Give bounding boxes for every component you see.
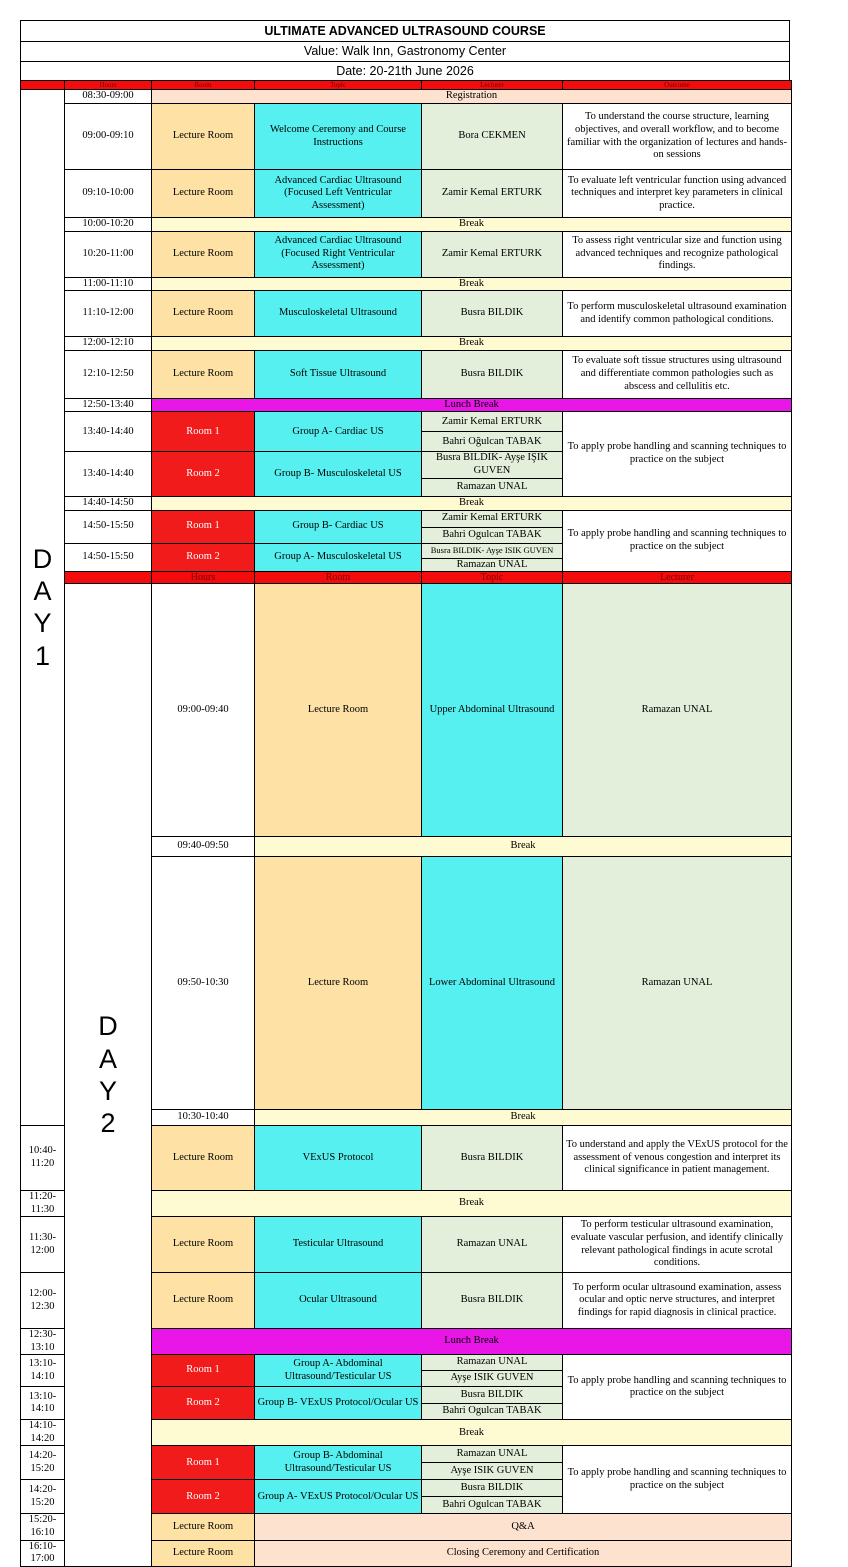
topic-cell: Upper Abdominal Ultrasound xyxy=(422,584,563,837)
lecturer-cell: Bahri Ogulcan TABAK xyxy=(422,1497,563,1514)
topic-cell: Group B- Abdominal Ultrasound/Testicular US xyxy=(255,1446,422,1480)
header-lecturer: Lecturer xyxy=(422,81,563,90)
header-room: Room xyxy=(255,572,422,584)
time-cell: 12:30-13:10 xyxy=(21,1329,65,1355)
room-cell: Lecture Room xyxy=(152,1125,255,1190)
time-cell: 10:20-11:00 xyxy=(65,231,152,277)
topic-cell: Musculoskeletal Ultrasound xyxy=(255,291,422,337)
table-row xyxy=(21,218,792,232)
lecturer-cell: Ramazan UNAL xyxy=(422,1446,563,1463)
day2-label: D A Y 2 xyxy=(65,584,152,1567)
time-cell: 15:20-16:10 xyxy=(21,1514,65,1540)
time-cell: 12:50-13:40 xyxy=(65,398,152,412)
header-room: Room xyxy=(152,81,255,90)
time-cell: 09:00-09:10 xyxy=(65,104,152,170)
header-blank xyxy=(65,572,152,584)
time-cell: 12:00-12:10 xyxy=(65,337,152,351)
room-cell: Lecture Room xyxy=(152,1217,255,1273)
topic-cell: Lower Abdominal Ultrasound xyxy=(422,857,563,1110)
lecturer-cell: Ramazan UNAL xyxy=(563,584,792,837)
qa-cell: Q&A xyxy=(255,1514,792,1540)
course-title: ULTIMATE ADVANCED ULTRASOUND COURSE xyxy=(20,20,790,41)
outcome-cell: To evaluate left ventricular function using advanced techniques and interpret key parameters in clinical practice. xyxy=(563,170,792,218)
time-cell: 09:10-10:00 xyxy=(65,170,152,218)
room-cell: Room 1 xyxy=(152,510,255,543)
lecturer-cell: Bora CEKMEN xyxy=(422,104,563,170)
time-cell: 14:20-15:20 xyxy=(21,1446,65,1480)
time-cell: 13:10-14:10 xyxy=(21,1355,65,1387)
room-cell: Room 2 xyxy=(152,543,255,572)
room-cell: Lecture Room xyxy=(152,170,255,218)
break-cell: Break xyxy=(152,277,792,291)
time-cell: 11:30-12:00 xyxy=(21,1217,65,1273)
lecturer-cell: Ramazan UNAL xyxy=(422,558,563,572)
lunch-cell: Lunch Break xyxy=(152,398,792,412)
header-blank xyxy=(21,81,65,90)
time-cell: 14:50-15:50 xyxy=(65,543,152,572)
lecturer-cell: Ramazan UNAL xyxy=(563,857,792,1110)
topic-cell: Advanced Cardiac Ultrasound (Focused Right Ventricular Assessment) xyxy=(255,231,422,277)
time-cell: 14:50-15:50 xyxy=(65,510,152,543)
lecturer-cell: Zamir Kemal ERTURK xyxy=(422,510,563,527)
time-cell: 11:10-12:00 xyxy=(65,291,152,337)
lecturer-cell: Busra BILDIK- Ayşe ISIK GUVEN xyxy=(422,543,563,558)
lecturer-cell: Zamir Kemal ERTURK xyxy=(422,170,563,218)
table-row xyxy=(21,170,792,218)
lecturer-cell: Busra BILDIK xyxy=(422,1125,563,1190)
topic-cell: Group A- Abdominal Ultrasound/Testicular US xyxy=(255,1355,422,1387)
time-cell: 12:10-12:50 xyxy=(65,350,152,398)
topic-cell: VExUS Protocol xyxy=(255,1125,422,1190)
registration-cell: Registration xyxy=(152,90,792,104)
outcome-cell: To understand and apply the VExUS protocol for the assessment of venous congestion and interpret its clinical significance in patient management. xyxy=(563,1125,792,1190)
lecturer-cell: Ramazan UNAL xyxy=(422,478,563,496)
table-row xyxy=(21,412,792,432)
lecturer-cell: Busra BILDIK xyxy=(422,350,563,398)
table-row xyxy=(21,350,792,398)
topic-cell: Group B- Cardiac US xyxy=(255,510,422,543)
lecturer-cell: Ayşe ISIK GUVEN xyxy=(422,1463,563,1480)
topic-cell: Group A- VExUS Protocol/Ocular US xyxy=(255,1480,422,1514)
schedule-table xyxy=(20,80,792,1567)
time-cell: 10:30-10:40 xyxy=(152,1109,255,1125)
lecturer-cell: Bahri Ogulcan TABAK xyxy=(422,1404,563,1420)
time-cell: 16:10-17:00 xyxy=(21,1540,65,1566)
venue-line: Value: Walk Inn, Gastronomy Center xyxy=(20,41,790,61)
lecturer-cell: Bahri Oğulcan TABAK xyxy=(422,432,563,452)
lecturer-cell: Busra BILDIK- Ayşe IŞIK GUVEN xyxy=(422,452,563,478)
lecturer-cell: Busra BILDIK xyxy=(422,1387,563,1404)
schedule-document xyxy=(20,20,790,1567)
topic-cell: Welcome Ceremony and Course Instructions xyxy=(255,104,422,170)
date-line: Date: 20-21th June 2026 xyxy=(20,61,790,80)
topic-cell: Group A- Cardiac US xyxy=(255,412,422,452)
table-row xyxy=(21,398,792,412)
time-cell: 11:20-11:30 xyxy=(21,1190,65,1216)
table-row xyxy=(21,104,792,170)
header-topic: Topic xyxy=(422,572,563,584)
lecturer-cell: Busra BILDIK xyxy=(422,1480,563,1497)
break-cell: Break xyxy=(152,337,792,351)
room-cell: Lecture Room xyxy=(152,1273,255,1329)
topic-cell: Ocular Ultrasound xyxy=(255,1273,422,1329)
header-hours: Hours xyxy=(65,81,152,90)
day2-header-row xyxy=(21,572,792,584)
time-cell: 14:40-14:50 xyxy=(65,496,152,510)
table-row xyxy=(21,510,792,527)
room-cell: Room 1 xyxy=(152,1446,255,1480)
break-cell: Break xyxy=(152,1420,792,1446)
lecturer-cell: Zamir Kemal ERTURK xyxy=(422,412,563,432)
time-cell: 13:40-14:40 xyxy=(65,452,152,496)
outcome-cell: To apply probe handling and scanning techniques to practice on the subject xyxy=(563,412,792,496)
topic-cell: Testicular Ultrasound xyxy=(255,1217,422,1273)
header-hours: Hours xyxy=(152,572,255,584)
room-cell: Room 1 xyxy=(152,1355,255,1387)
table-row xyxy=(21,291,792,337)
outcome-cell: To perform testicular ultrasound examination, evaluate vascular perfusion, and identify clinically relevant pathological findings in acute scrotal conditions. xyxy=(563,1217,792,1273)
day1-label: D A Y 1 xyxy=(21,90,65,1126)
outcome-cell: To apply probe handling and scanning techniques to practice on the subject xyxy=(563,1355,792,1420)
room-cell: Room 2 xyxy=(152,452,255,496)
room-cell: Lecture Room xyxy=(152,104,255,170)
time-cell: 13:10-14:10 xyxy=(21,1387,65,1420)
room-cell: Lecture Room xyxy=(152,1540,255,1566)
outcome-cell: To perform ocular ultrasound examination, assess ocular and optic nerve structures, and interpret findings for rapid diagnosis in clinical practice. xyxy=(563,1273,792,1329)
room-cell: Room 2 xyxy=(152,1480,255,1514)
time-cell: 10:00-10:20 xyxy=(65,218,152,232)
room-cell: Lecture Room xyxy=(152,231,255,277)
time-cell: 13:40-14:40 xyxy=(65,412,152,452)
outcome-cell: To perform musculoskeletal ultrasound examination and identify common pathological conditions. xyxy=(563,291,792,337)
break-cell: Break xyxy=(255,1109,792,1125)
topic-cell: Group A- Musculoskeletal US xyxy=(255,543,422,572)
break-cell: Break xyxy=(152,496,792,510)
closing-cell: Closing Ceremony and Certification xyxy=(255,1540,792,1566)
room-cell: Room 1 xyxy=(152,412,255,452)
outcome-cell: To apply probe handling and scanning techniques to practice on the subject xyxy=(563,510,792,572)
lecturer-cell: Busra BILDIK xyxy=(422,1273,563,1329)
topic-cell: Group B- VExUS Protocol/Ocular US xyxy=(255,1387,422,1420)
lecturer-cell: Ramazan UNAL xyxy=(422,1355,563,1371)
lunch-cell: Lunch Break xyxy=(152,1329,792,1355)
header-lecturer: Lecturer xyxy=(563,572,792,584)
room-cell: Room 2 xyxy=(152,1387,255,1420)
lecturer-cell: Ayşe ISIK GUVEN xyxy=(422,1371,563,1387)
header-outcome: Outcome xyxy=(563,81,792,90)
time-cell: 11:00-11:10 xyxy=(65,277,152,291)
lecturer-cell: Bahri Ogulcan TABAK xyxy=(422,527,563,543)
time-cell: 10:40-11:20 xyxy=(21,1125,65,1190)
table-row xyxy=(21,337,792,351)
break-cell: Break xyxy=(255,837,792,857)
lecturer-cell: Zamir Kemal ERTURK xyxy=(422,231,563,277)
table-row xyxy=(21,231,792,277)
outcome-cell: To apply probe handling and scanning techniques to practice on the subject xyxy=(563,1446,792,1514)
header-topic: Topic xyxy=(255,81,422,90)
room-cell: Lecture Room xyxy=(152,350,255,398)
time-cell: 09:00-09:40 xyxy=(152,584,255,837)
break-cell: Break xyxy=(152,218,792,232)
time-cell: 14:20-15:20 xyxy=(21,1480,65,1514)
outcome-cell: To evaluate soft tissue structures using ultrasound and differentiate common pathologies such as abscess and cellulitis etc. xyxy=(563,350,792,398)
topic-cell: Advanced Cardiac Ultrasound (Focused Left Ventricular Assessment) xyxy=(255,170,422,218)
time-cell: 09:50-10:30 xyxy=(152,857,255,1110)
time-cell: 12:00-12:30 xyxy=(21,1273,65,1329)
topic-cell: Soft Tissue Ultrasound xyxy=(255,350,422,398)
table-row xyxy=(21,584,792,837)
time-cell: 14:10-14:20 xyxy=(21,1420,65,1446)
room-cell: Lecture Room xyxy=(152,291,255,337)
room-cell: Lecture Room xyxy=(152,1514,255,1540)
time-cell: 08:30-09:00 xyxy=(65,90,152,104)
table-row xyxy=(21,90,792,104)
table-row xyxy=(21,277,792,291)
lecturer-cell: Busra BILDIK xyxy=(422,291,563,337)
time-cell: 09:40-09:50 xyxy=(152,837,255,857)
table-row xyxy=(21,496,792,510)
outcome-cell: To assess right ventricular size and function using advanced techniques and recognize pathological findings. xyxy=(563,231,792,277)
day1-header-row xyxy=(21,81,792,90)
break-cell: Break xyxy=(152,1190,792,1216)
outcome-cell: To understand the course structure, learning objectives, and overall workflow, and to become familiar with the organization of lectures and hands-on sessions xyxy=(563,104,792,170)
topic-cell: Group B- Musculoskeletal US xyxy=(255,452,422,496)
room-cell: Lecture Room xyxy=(255,857,422,1110)
room-cell: Lecture Room xyxy=(255,584,422,837)
lecturer-cell: Ramazan UNAL xyxy=(422,1217,563,1273)
